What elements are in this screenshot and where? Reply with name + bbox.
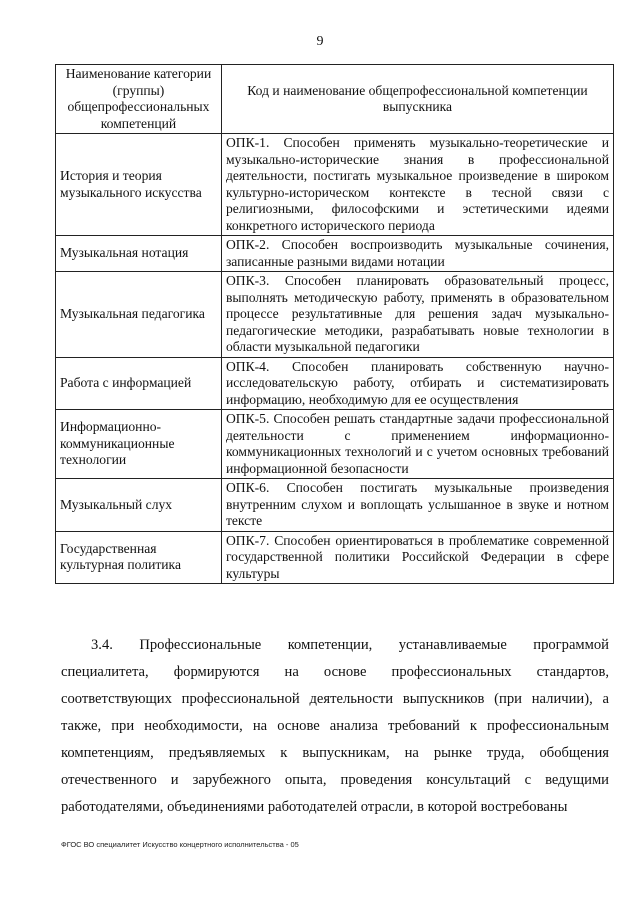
section-paragraph: 3.4. Профессиональные компетенции, устанавливаемые программой специалитета, формируются на основе профессиональных стандартов, соответствующих профессиональной деятельности выпускников (при наличии), а также, при необходимости, на основе анализа требований к профессиональным компетенциям, предъявляемых к выпускникам, на рынке труда, обобщения отечественного и зарубежного опыта, проведения консультаций с ведущими работодателями, объединениями работодателей отрасли, в которой востребованы (61, 637, 609, 815)
table-row (56, 357, 614, 410)
competence-cell: ОПК-7. Способен ориентироваться в проблематике современной государственной политики Российской Федерации в сфере культуры (221, 531, 613, 584)
competence-cell: ОПК-2. Способен воспроизводить музыкальные сочинения, записанные разными видами нотации (221, 236, 613, 272)
table-row (56, 410, 614, 479)
category-cell: Работа с информацией (56, 357, 222, 410)
category-cell: Информационно-коммуникационные технологии (56, 410, 222, 479)
category-cell: Музыкальная педагогика (56, 272, 222, 358)
competence-cell: ОПК-6. Способен постигать музыкальные произведения внутренним слухом и воплощать услышанное в звуке и нотном тексте (221, 479, 613, 532)
competence-cell: ОПК-3. Способен планировать образовательный процесс, выполнять методическую работу, применять в образовательном процессе результативные для решения задач музыкально-педагогические методики, разрабатывать новые технологии в области музыкальной педагогики (221, 272, 613, 358)
document-footer: ФГОС ВО специалитет Искусство концертного исполнительства - 05 (61, 840, 299, 849)
table-header-row (56, 65, 614, 134)
page-number: 9 (316, 34, 324, 49)
competence-cell: ОПК-5. Способен решать стандартные задачи профессиональной деятельности с применением информационно-коммуникационных технологий и с учетом основных требований информационной безопасности (221, 410, 613, 479)
table-row (56, 134, 614, 236)
table-row (56, 531, 614, 584)
category-cell: Музыкальный слух (56, 479, 222, 532)
table-row (56, 272, 614, 358)
table-row (56, 236, 614, 272)
category-cell: Музыкальная нотация (56, 236, 222, 272)
category-cell: История и теория музыкального искусства (56, 134, 222, 236)
header-competence: Код и наименование общепрофессиональной компетенции выпускника (221, 65, 613, 134)
competence-table (55, 64, 614, 584)
competence-cell: ОПК-1. Способен применять музыкально-теоретические и музыкально-исторические знания в профессиональной деятельности, постигать музыкальное произведение в широком культурно-историческом контексте в тесной связи с религиозными, философскими и эстетическими идеями конкретного исторического периода (221, 134, 613, 236)
header-category: Наименование категории (группы) общепрофессиональных компетенций (56, 65, 222, 134)
category-cell: Государственная культурная политика (56, 531, 222, 584)
table-row (56, 479, 614, 532)
competence-cell: ОПК-4. Способен планировать собственную научно-исследовательскую работу, отбирать и систематизировать информацию, необходимую для ее осуществления (221, 357, 613, 410)
